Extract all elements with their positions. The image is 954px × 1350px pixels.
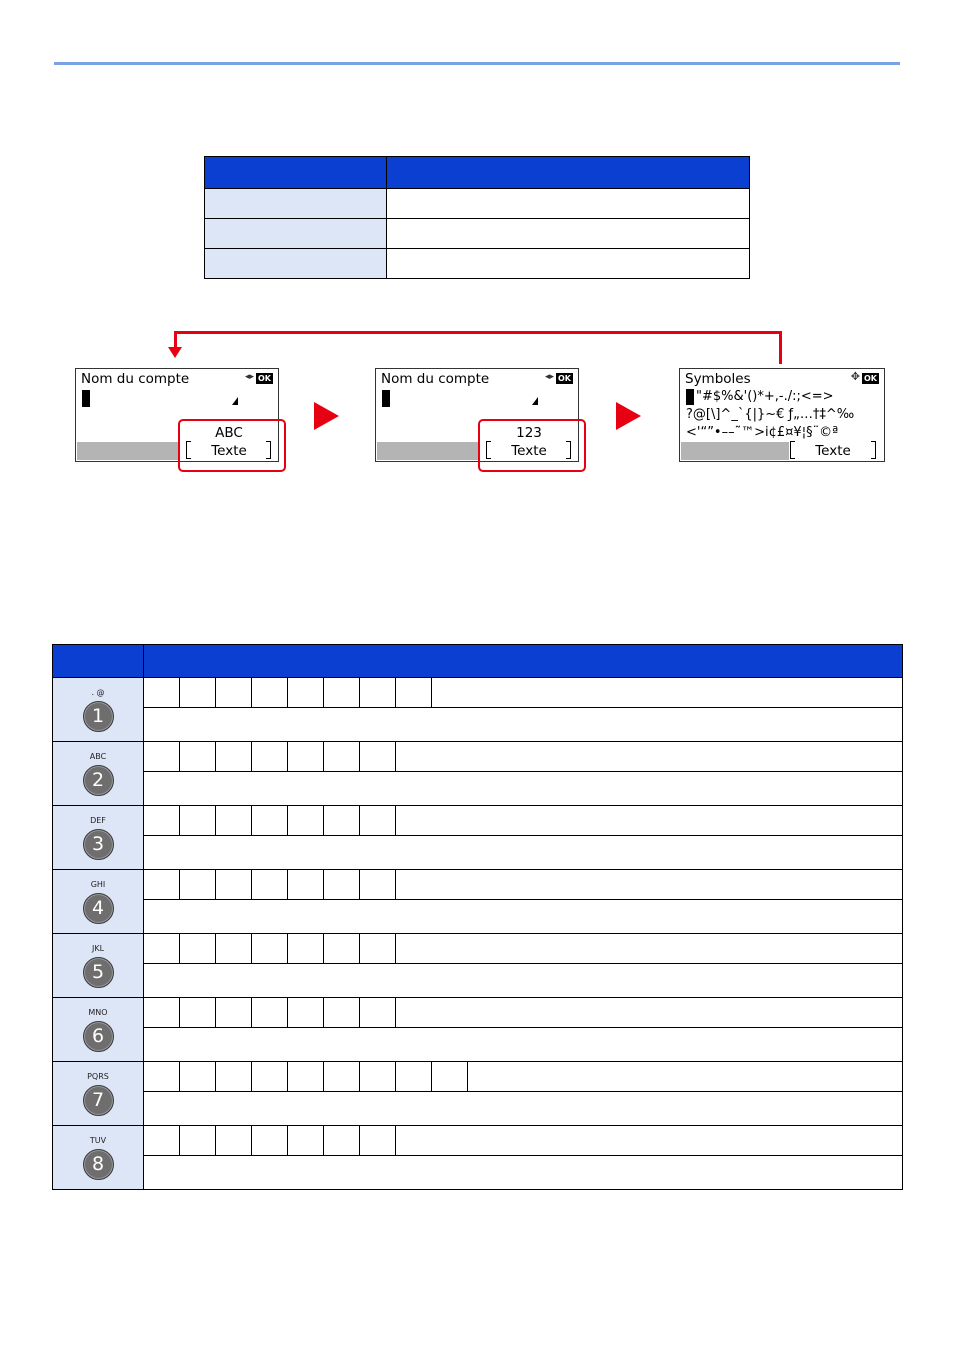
char-cell [216, 1062, 252, 1092]
key-7 [53, 1062, 144, 1126]
char-cell [324, 742, 360, 772]
char-cell [144, 934, 180, 964]
table-row [53, 1126, 903, 1156]
ok-icon: OK [864, 374, 877, 383]
char-cell [252, 998, 288, 1028]
symbols-row-2: ?@[\]^_`{|}~€ ƒ„…†‡^‰ [686, 407, 855, 422]
char-cell [324, 1126, 360, 1156]
key-letters: PQRS [87, 1072, 109, 1081]
table-row [53, 1156, 903, 1190]
char-cell [144, 742, 180, 772]
char-cell [144, 806, 180, 836]
char-cell [180, 870, 216, 900]
table-row [53, 1028, 903, 1062]
key-letters: JKL [91, 944, 105, 953]
char-cell [360, 1062, 396, 1092]
char-cell [324, 870, 360, 900]
info-cell [144, 708, 903, 742]
return-arrow-right [779, 331, 782, 364]
char-cell [180, 742, 216, 772]
char-cell-rest [432, 678, 903, 708]
softkey-bar [377, 442, 479, 460]
table-row [53, 1092, 903, 1126]
char-cell [144, 1126, 180, 1156]
input-mode-label: 123 [516, 425, 542, 441]
four-way-navigation-icon: ✥ [850, 370, 860, 383]
info-cell [144, 1156, 903, 1190]
char-cell [288, 870, 324, 900]
table-row [53, 806, 903, 836]
table-row [53, 934, 903, 964]
info-cell [144, 772, 903, 806]
char-cell-rest [396, 870, 903, 900]
softkey-bar [681, 442, 789, 460]
ok-icon: OK [558, 374, 571, 383]
key-6-icon: 6 [83, 1021, 114, 1052]
table-row [53, 900, 903, 934]
char-cell [360, 742, 396, 772]
char-cell [252, 806, 288, 836]
char-cell [288, 806, 324, 836]
key-letters: DEF [90, 816, 106, 825]
char-cell [180, 678, 216, 708]
next-arrow-icon [314, 402, 339, 430]
key-letters: MNO [88, 1008, 108, 1017]
key-2-icon: 2 [83, 765, 114, 796]
key-letters: GHI [90, 880, 106, 889]
text-cursor [382, 390, 390, 407]
text-cursor [686, 389, 694, 405]
char-cell [324, 806, 360, 836]
screen-title: Nom du compte [381, 371, 490, 387]
softkey-texte[interactable]: Texte [511, 443, 547, 459]
char-cell-rest [468, 1062, 903, 1092]
char-cell [360, 998, 396, 1028]
key-5 [53, 934, 144, 998]
screen-title: Nom du compte [81, 371, 190, 387]
info-cell [144, 836, 903, 870]
key-letters: TUV [89, 1136, 107, 1145]
table-row [53, 708, 903, 742]
char-cell [324, 998, 360, 1028]
char-cell [180, 806, 216, 836]
key-8 [53, 1126, 144, 1190]
table-row [205, 219, 750, 249]
key-3-icon: 3 [83, 829, 114, 860]
char-cell [252, 742, 288, 772]
char-cell [360, 934, 396, 964]
char-cell [180, 998, 216, 1028]
char-cell [216, 806, 252, 836]
key-1 [53, 678, 144, 742]
return-arrow-head [168, 347, 182, 358]
char-cell [396, 678, 432, 708]
char-cell [360, 806, 396, 836]
return-arrow-left [174, 331, 177, 348]
char-cell [288, 742, 324, 772]
softkey-texte[interactable]: Texte [211, 443, 247, 459]
char-cell [324, 1062, 360, 1092]
table-row [53, 870, 903, 900]
key-4-icon: 4 [83, 893, 114, 924]
char-cell-rest [396, 806, 903, 836]
char-cell [432, 1062, 468, 1092]
mode-highlight [478, 419, 586, 472]
char-cell [288, 678, 324, 708]
char-cell [252, 678, 288, 708]
char-cell-rest [396, 1126, 903, 1156]
table-row [53, 836, 903, 870]
table-row [53, 678, 903, 708]
char-cell [360, 870, 396, 900]
screen-title: Symboles [685, 371, 751, 387]
char-cell [288, 1062, 324, 1092]
header-rule [54, 62, 900, 65]
char-cell [216, 934, 252, 964]
char-cell [360, 678, 396, 708]
symbols-row-1: "#$%&'()*+,-./:;<=> [696, 389, 834, 404]
key-5-icon: 5 [83, 957, 114, 988]
char-cell [360, 1126, 396, 1156]
softkey-bar [77, 442, 179, 460]
input-indicator-icon [532, 397, 538, 405]
char-cell [288, 1126, 324, 1156]
char-cell [144, 1062, 180, 1092]
table-row [53, 772, 903, 806]
bracket-right [871, 441, 876, 459]
char-cell [216, 678, 252, 708]
char-cell [180, 934, 216, 964]
table-row [205, 189, 750, 219]
char-cell [288, 998, 324, 1028]
char-cell [144, 678, 180, 708]
char-cell [288, 934, 324, 964]
char-cell [216, 1126, 252, 1156]
mode-table-header [205, 157, 750, 189]
key-7-icon: 7 [83, 1085, 114, 1116]
char-cell [252, 934, 288, 964]
char-cell [252, 1126, 288, 1156]
char-cell [324, 678, 360, 708]
input-indicator-icon [232, 397, 238, 405]
input-mode-label: ABC [215, 425, 243, 441]
key-table-header [53, 645, 903, 678]
key-3 [53, 806, 144, 870]
next-arrow-icon [616, 402, 641, 430]
key-4 [53, 870, 144, 934]
key-1-icon: 1 [83, 701, 114, 732]
info-cell [144, 1028, 903, 1062]
char-cell [396, 1062, 432, 1092]
symbols-row-3: <'“”•––˜™>i¢£¤¥¦§¨©ª [686, 425, 839, 440]
text-cursor [82, 390, 90, 407]
table-row [53, 1062, 903, 1092]
char-cell-rest [396, 742, 903, 772]
char-cell [180, 1126, 216, 1156]
char-cell-rest [396, 998, 903, 1028]
navigation-icon: ◂▸ [244, 372, 254, 382]
key-6 [53, 998, 144, 1062]
char-cell [216, 998, 252, 1028]
info-cell [144, 900, 903, 934]
char-cell [144, 998, 180, 1028]
key-2 [53, 742, 144, 806]
char-cell [252, 870, 288, 900]
char-cell [252, 1062, 288, 1092]
lcd-screen-symbols [679, 368, 885, 462]
key-letters: ABC [89, 752, 107, 761]
ok-icon: OK [258, 374, 271, 383]
char-cell [144, 870, 180, 900]
char-cell-rest [396, 934, 903, 964]
char-cell [180, 1062, 216, 1092]
char-cell [216, 742, 252, 772]
table-row [53, 964, 903, 998]
info-cell [144, 964, 903, 998]
table-row [53, 998, 903, 1028]
return-arrow-top [174, 331, 782, 334]
key-8-icon: 8 [83, 1149, 114, 1180]
table-row [53, 742, 903, 772]
char-cell [324, 934, 360, 964]
char-cell [216, 870, 252, 900]
key-letters: . @ [91, 688, 105, 697]
softkey-texte[interactable]: Texte [815, 443, 851, 459]
table-row [205, 249, 750, 279]
bracket-left [790, 441, 795, 459]
key-character-table [52, 644, 903, 1190]
mode-highlight [178, 419, 286, 472]
mode-table [204, 156, 750, 279]
info-cell [144, 1092, 903, 1126]
navigation-icon: ◂▸ [544, 372, 554, 382]
